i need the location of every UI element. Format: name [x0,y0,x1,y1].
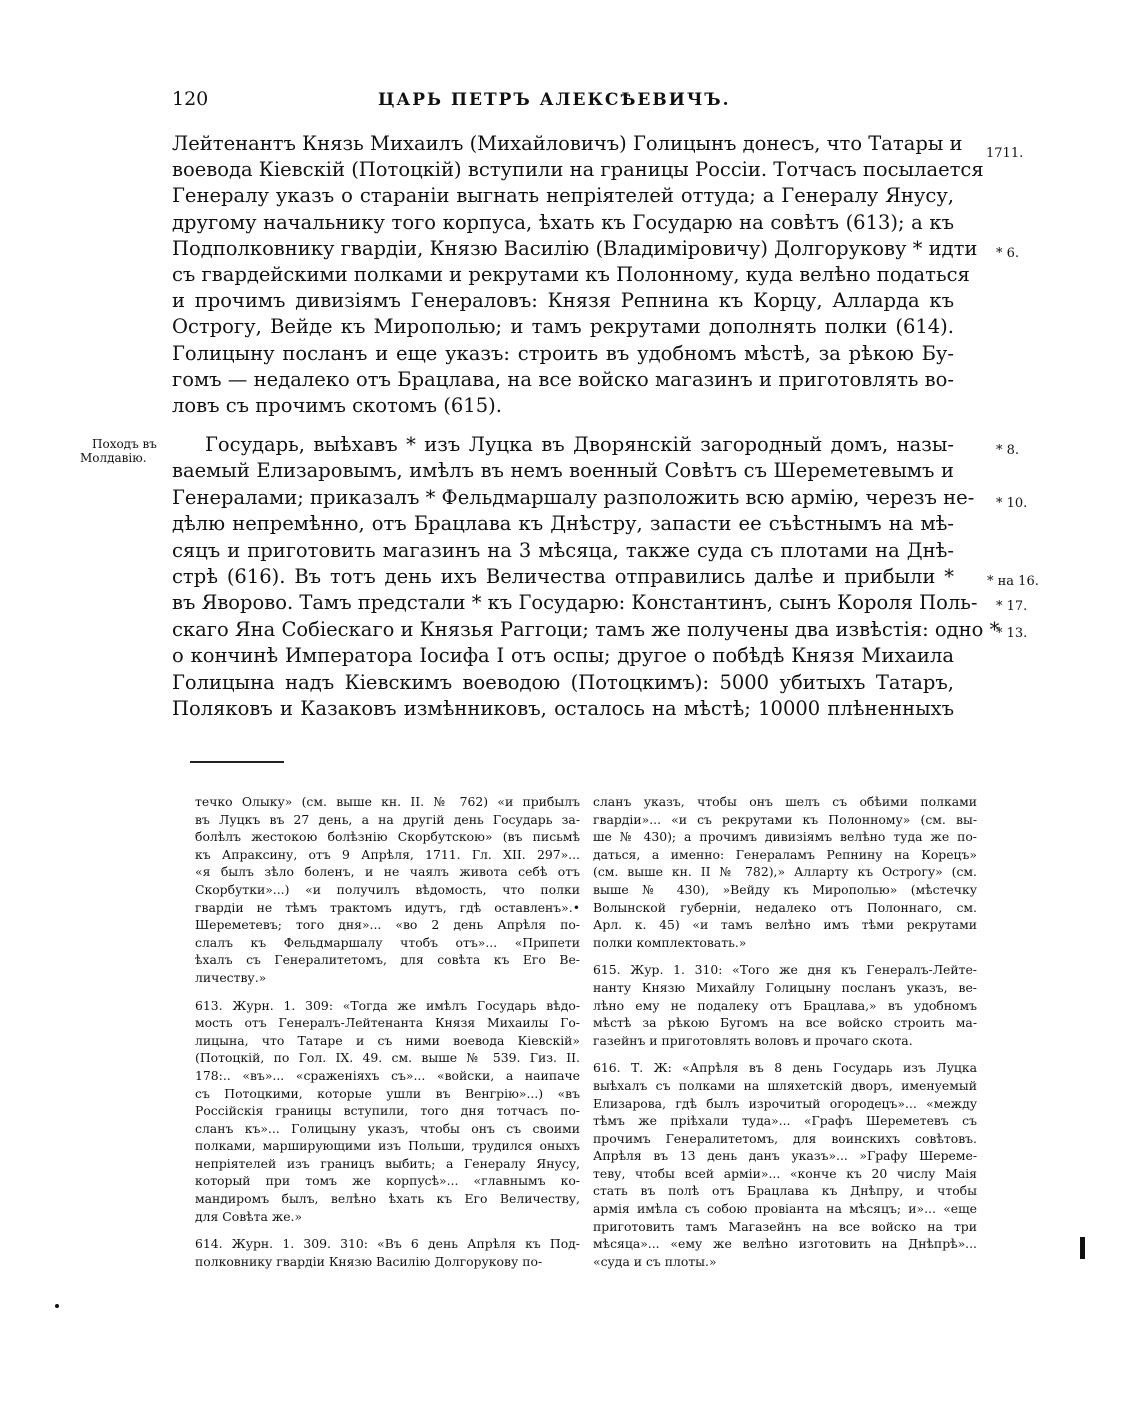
footnote-line: 614. Журн. 1. 309. 310: «Въ 6 день Апрѣля къ Под- [195,1236,580,1252]
footnote-line: Арл. к. 45) «и тамъ велѣно имъ тѣми рекрутами [593,917,977,933]
footnote-line: «суда и съ плоты.» [593,1253,717,1269]
body-line: скаго Яна Собіескаго и Князья Раггоци; тамъ же получены два извѣстія: одно * [172,617,1000,641]
body-line: Голицыну посланъ и еще указъ: строить въ удобномъ мѣстѣ, за рѣкою Бу- [172,341,954,365]
footnote-line: полки комплектовать.» [593,934,747,950]
footnote-line: который при томъ же корпусѣ»... «главнымъ ко- [195,1173,580,1189]
footnote-line: полками, марширующими изъ Польши, трудился оныхъ [195,1138,580,1154]
footnote-line: съ Потоцкими, которые ушли въ Венгрію»...) «въ [195,1085,580,1101]
footnote-line: мѣстѣ за рѣкою Бугомъ на все войско строить ма- [593,1015,977,1031]
body-line: Генералу указъ о стараніи выгнать непріятелей оттуда; а Генералу Янусу, [172,184,954,208]
footnote-line: сланъ указъ, чтобы онъ шелъ съ обѣими полками [593,794,977,809]
footnotes-right-column [593,793,977,1280]
body-line: ваемый Елизаровымъ, имѣлъ въ немъ военный Совѣтъ съ Шереметевымъ и [172,459,954,483]
footnote-616 [593,1059,977,1270]
body-line: и прочимъ дивизіямъ Генераловъ: Князя Репнина къ Корцу, Алларда къ [172,289,954,313]
footnote-line: для Совѣта же.» [195,1208,303,1224]
body-line: о кончинѣ Императора Іосифа I отъ оспы; другое о побѣдѣ Князя Михаила [172,644,954,668]
footnote-line: мѣсяца»... «ему же велѣно изготовить на Днѣпрѣ»... [593,1236,977,1252]
footnote-continued [593,793,977,951]
footnote-615 [593,961,977,1049]
footnote-line: теву, чтобы всей арміи»... «конче къ 20 числу Маія [593,1165,977,1181]
footnote-line: «я былъ зѣло боленъ, и не чаялъ живота себѣ отъ [195,864,580,880]
footnote-line: (см. выше кн. II № 782),» Алларту къ Острогу» (см. [593,864,977,880]
body-line: стрѣ (616). Въ тотъ день ихъ Величества отправились далѣе и прибыли * [172,565,954,588]
footnote-line: даться, а именно: Генераламъ Репнину на Корецъ» [593,846,977,862]
body-line: Острогу, Вейде къ Мирополью; и тамъ рекрутами дополнять полки (614). [172,315,954,339]
body-line: воевода Кіевскій (Потоцкій) вступили на границы Россіи. Тотчасъ посылается [172,158,984,182]
body-line: Государь, выѣхавъ * изъ Луцка въ Дворянскій загородный домъ, назы- [205,433,954,456]
footnote-line: армія имѣла съ собою провіанта на мѣсяцъ; и»... «еще [593,1201,977,1217]
body-line: гомъ — недалеко отъ Брацлава, на все войско магазинъ и приготовлять во- [172,367,954,391]
footnote-line: гвардіи»... «и съ рекрутами къ Полонному» (см. вы- [593,811,977,827]
body-line: дѣлю непремѣнно, отъ Брацлава къ Днѣстру, запасти ее съѣстнымъ на мѣ- [172,512,954,536]
footnote-line: ше № 430); а прочимъ дивизіямъ велѣно туда же по- [593,829,977,845]
margin-note: * 6. [996,246,1020,261]
footnote-613 [195,997,580,1226]
margin-note: * 13. [996,626,1028,641]
footnote-divider [190,761,284,763]
footnote-line: Елизарова, гдѣ былъ изрочитый огородецъ»... «между [593,1095,977,1111]
footnote-line: 613. Журн. 1. 309: «Тогда же имѣлъ Государь вѣдо- [195,997,580,1013]
margin-note: * 8. [996,443,1020,458]
body-line: сяцъ и приготовить магазинъ на 3 мѣсяца, также суда съ плотами на Днѣ- [172,538,954,562]
footnote-line: выѣхалъ съ полками на шляхетскій дворъ, именуемый [593,1077,977,1093]
ink-mark [1080,1237,1085,1259]
footnotes-left-column [195,793,580,1280]
page-number: 120 [172,88,209,110]
margin-note: * 10. [996,496,1028,511]
footnote-line: полковнику гвардіи Князю Василію Долгорукову по- [195,1253,543,1269]
footnote-line: лѣно ему не подалеку отъ Брацлава,» въ удобномъ [593,997,977,1013]
body-line: въ Яворово. Тамъ предстали * къ Государю: Константинъ, сынъ Короля Поль- [172,591,978,615]
footnote-line: Шереметевъ; того дня»... «во 2 день Апрѣля по- [195,917,580,933]
margin-date: 1711. [986,146,1024,161]
footnote-line: ѣхалъ съ Генералитетомъ, для совѣта къ Его Ве- [195,952,580,968]
footnote-line: Волынской губерніи, недалеко отъ Полоннаго, см. [593,899,977,915]
footnote-line: 616. Т. Ж: «Апрѣля въ 8 день Государь изъ Луцка [593,1060,977,1076]
footnote-line: въ Луцкъ въ 27 день, а на другій день Государь за- [195,811,580,827]
footnote-line: лицына, что Татаре и съ ними воевода Кіевскій» [195,1032,580,1048]
footnote-line: 615. Жур. 1. 310: «Того же дня къ Генералъ-Лейте- [593,962,977,978]
footnote-line: тѣмъ же пріѣхали туда»... «Графъ Шереметевъ съ [593,1113,977,1129]
footnote-line: сланъ къ»... Голицыну указъ, чтобы онъ съ своими [195,1120,580,1136]
footnote-line: мандиромъ былъ, велѣно ѣхать къ Его Величеству, [195,1191,580,1207]
margin-heading [80,437,157,465]
footnote-line: приготовить тамъ Магазейнъ на все войско на три [593,1218,977,1234]
body-line: Подполковнику гвардіи, Князю Василію (Владиміровичу) Долгорукову * идти [172,236,978,260]
footnote-line: личеству.» [195,969,267,985]
footnote-line: гвардіи не тѣмъ трактомъ идутъ, гдѣ оставленъ».• [195,899,580,915]
body-line: Голицына надъ Кіевскимъ воеводою (Потоцкимъ): 5000 убитыхъ Татаръ, [172,670,954,694]
ink-speck [55,1304,59,1308]
footnote-line: Россійскія границы вступили, того дня тотчасъ по- [195,1103,580,1119]
footnote-line: Апрѣля въ 13 день данъ указъ»... »Графу Шереме- [593,1148,977,1164]
margin-note: * на 16. [987,574,1039,589]
footnote-line: стать въ полѣ отъ Брацлава къ Днѣпру, и чтобы [593,1183,977,1199]
footnote-line: мость отъ Генералъ-Лейтенанта Князя Михаилы Го- [195,1015,580,1031]
body-line: ловъ съ прочимъ скотомъ (615). [172,394,502,417]
footnote-line: выше № 430), »Вейду къ Мирополью» (мѣстечку [593,881,977,897]
footnote-line: нанту Князю Михайлу Голицыну посланъ указъ, ве- [593,979,977,995]
footnote-continued [195,793,580,987]
running-head: ЦАРЬ ПЕТРЪ АЛЕКСѢЕВИЧЪ. [378,90,731,110]
margin-heading-line: Походъ въ [92,437,157,451]
footnote-line: къ Апраксину, отъ 9 Апрѣля, 1711. Гл. XII. 297»... [195,846,580,862]
margin-heading-line: Молдавію. [80,451,147,465]
body-line: Лейтенантъ Князь Михаилъ (Михайловичъ) Голицынъ донесъ, что Татары и [172,132,963,155]
body-line: съ гвардейскими полками и рекрутами къ Полонному, куда велѣно податься [172,263,970,286]
footnote-line: прочимъ Генералитетомъ, для воинскихъ совѣтовъ. [593,1130,977,1146]
footnote-line: слалъ къ Фельдмаршалу чтобъ отъ»... «Припети [195,934,580,950]
footnote-line: непріятелей изъ границъ выбить; а Генералу Янусу, [195,1155,580,1171]
footnote-line: газейнъ и приготовлять воловъ и прочаго скота. [593,1032,913,1048]
body-line: Генералами; приказалъ * Фельдмаршалу разположить всю армію, черезъ не- [172,485,975,509]
footnote-line: (Потоцкій, по Гол. IX. 49. см. выше № 539. Гиз. II. [195,1050,580,1066]
body-line: Поляковъ и Казаковъ измѣнниковъ, осталось на мѣстѣ; 10000 плѣненныхъ [172,697,954,720]
footnote-614 [195,1235,580,1270]
footnote-line: Скорбутки»...) «и получилъ вѣдомость, что полки [195,881,580,897]
footnote-line: болѣлъ жестокою болѣзнію Скорбутскою» (въ письмѣ [195,829,580,845]
footnote-line: 178:.. «въ»... «сраженіяхъ съ»... «войски, а наипаче [195,1067,580,1083]
margin-note: * 17. [996,599,1028,614]
body-line: другому начальнику того корпуса, ѣхать къ Государю на совѣтъ (613); а къ [172,210,954,234]
footnote-line: течко Олыку» (см. выше кн. II. № 762) «и прибылъ [195,794,580,809]
